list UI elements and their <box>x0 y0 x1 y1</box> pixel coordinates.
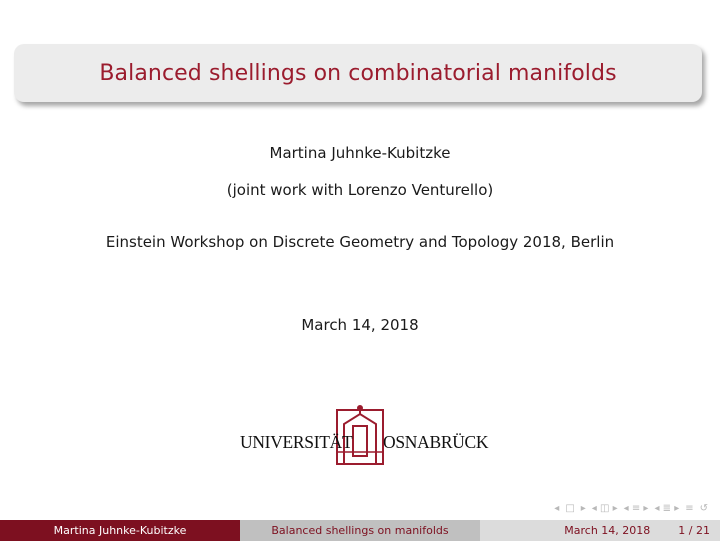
slide-title: Balanced shellings on combinatorial manifolds <box>99 60 617 86</box>
nav-search-icon[interactable]: ↺ <box>699 503 708 514</box>
nav-subsection-icon[interactable]: ◂ ◫ ▸ <box>591 503 618 514</box>
footer-title-section <box>240 520 480 541</box>
logo-text-right: OSNABRÜCK <box>383 432 489 452</box>
nav-section-icon[interactable]: ◂ ≡ ▸ <box>623 503 649 514</box>
footer-author: Martina Juhnke-Kubitzke <box>53 524 187 537</box>
footer-date: March 14, 2018 <box>564 524 651 537</box>
beamer-navigation[interactable] <box>554 503 708 515</box>
nav-align-icon[interactable]: ≡ <box>685 503 694 514</box>
footer-title: Balanced shellings on manifolds <box>271 524 449 537</box>
title-block <box>14 44 702 102</box>
presentation-date: March 14, 2018 <box>301 316 419 334</box>
footer-bar <box>0 520 720 541</box>
footer-date-section <box>480 520 720 541</box>
venue-text: Einstein Workshop on Discrete Geometry and Topology 2018, Berlin <box>105 233 615 251</box>
footer-author-section <box>0 520 240 541</box>
nav-frame-icon[interactable]: □ <box>565 503 575 514</box>
logo-text-left: UNIVERSITÄT <box>240 432 353 452</box>
page-number: 1 / 21 <box>678 524 710 537</box>
author-name: Martina Juhnke-Kubitzke <box>269 144 451 162</box>
nav-prev-icon[interactable]: ◂ <box>554 503 560 514</box>
coauthor-note: (joint work with Lorenzo Venturello) <box>226 181 494 199</box>
nav-doc-icon[interactable]: ◂ ≣ ▸ <box>654 503 680 514</box>
nav-next-icon[interactable]: ▸ <box>580 503 586 514</box>
